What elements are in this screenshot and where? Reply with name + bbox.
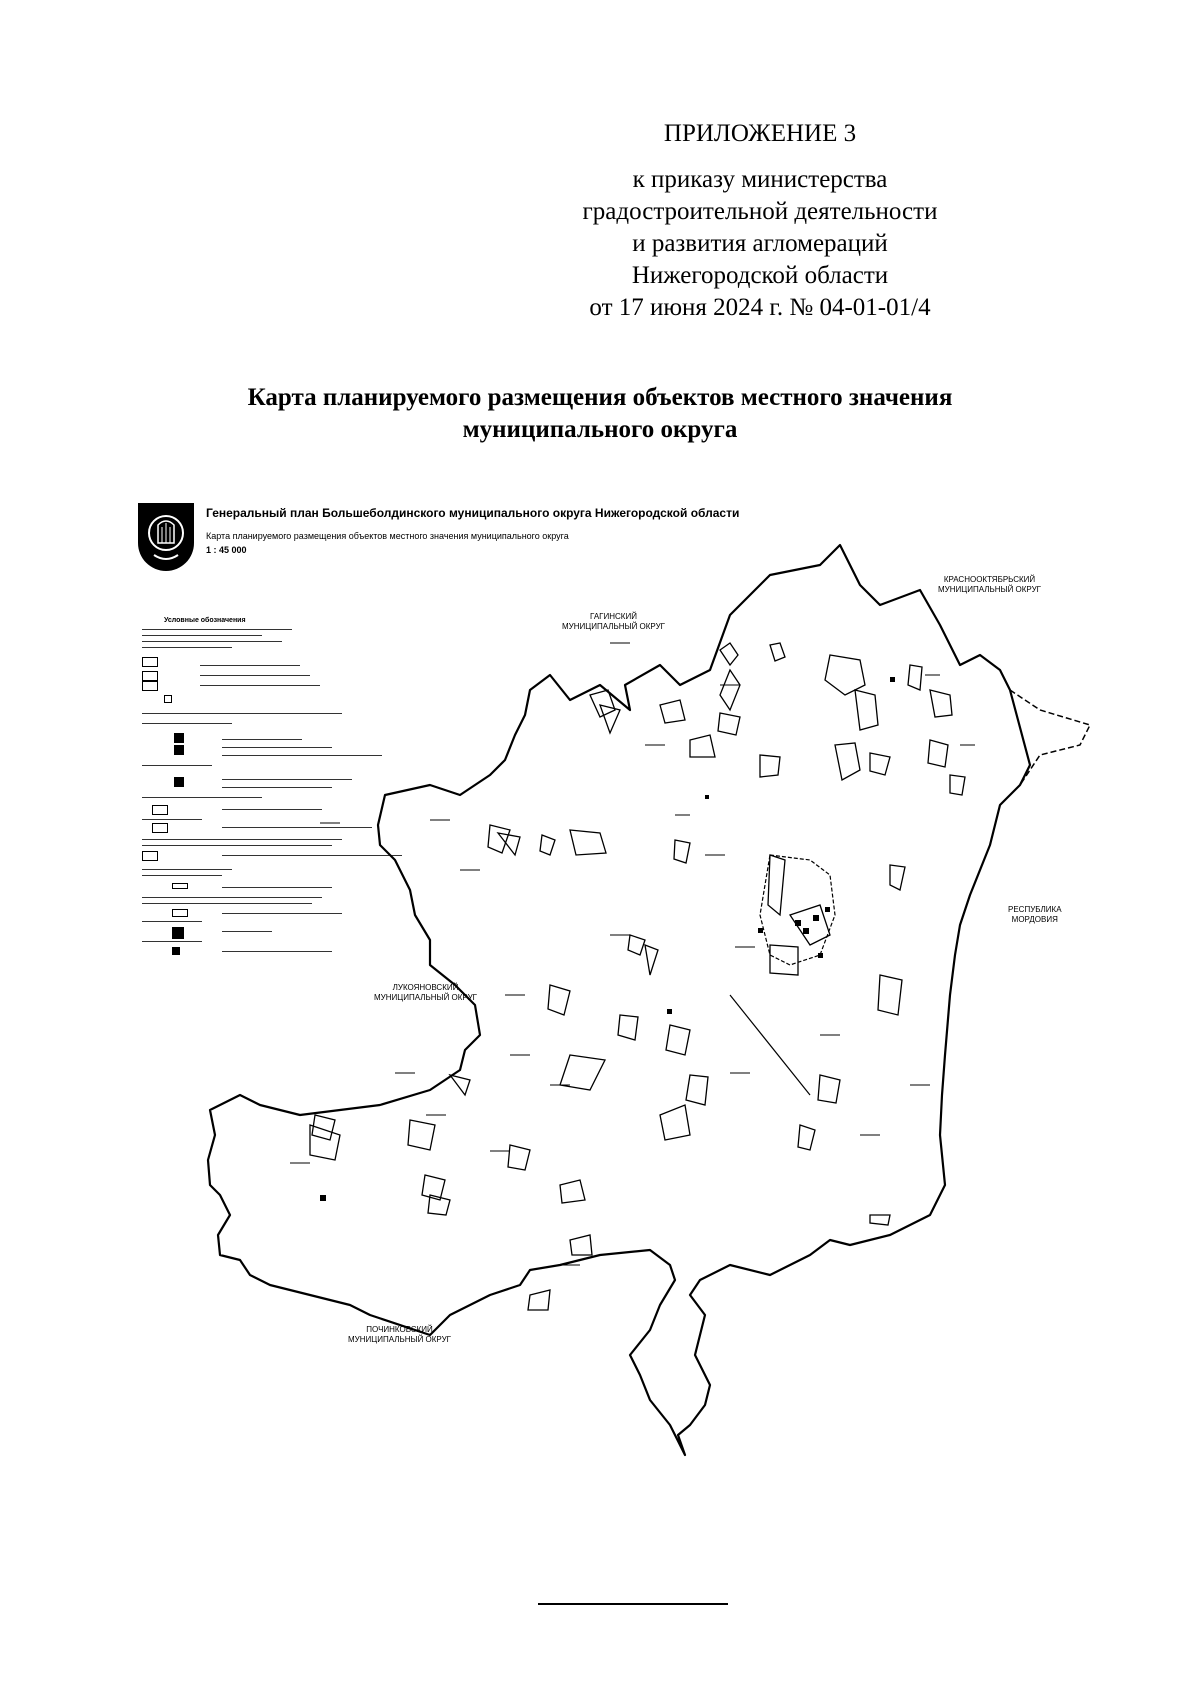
neighbor-label-krasnooktyabrsky: КРАСНООКТЯБРЬСКИЙ МУНИЦИПАЛЬНЫЙ ОКРУГ xyxy=(938,575,1041,594)
appendix-line: от 17 июня 2024 г. № 04-01-01/4 xyxy=(589,294,931,321)
settlement-labels xyxy=(290,643,975,1265)
appendix-line: градостроительной деятельности xyxy=(582,198,938,225)
appendix-line: Нижегородской области xyxy=(631,262,889,289)
district-map xyxy=(130,495,1110,1575)
appendix-block xyxy=(510,118,1010,324)
map-subtitle: Карта планируемого размещения объектов местного значения муниципального округа xyxy=(206,531,569,541)
neighbor-label-mordovia: РЕСПУБЛИКА МОРДОВИЯ xyxy=(1008,905,1062,924)
map-title: Генеральный план Большеболдинского муниципального округа Нижегородской области xyxy=(206,506,740,520)
footer-rule xyxy=(538,1603,728,1605)
road-line xyxy=(730,995,810,1095)
appendix-heading: ПРИЛОЖЕНИЕ 3 xyxy=(663,120,857,147)
document-title xyxy=(150,382,1050,446)
district-boundary xyxy=(208,545,1030,1455)
document-title-line: Карта планируемого размещения объектов местного значения xyxy=(247,384,953,411)
legend-title: Условные обозначения xyxy=(164,617,246,624)
planned-objects xyxy=(320,677,895,1201)
neighbor-label-pochinkovsky: ПОЧИНКОВСКИЙ МУНИЦИПАЛЬНЫЙ ОКРУГ xyxy=(348,1325,451,1344)
map-scale: 1 : 45 000 xyxy=(206,545,247,555)
neighbor-label-lukoyanovsky: ЛУКОЯНОВСКИЙ МУНИЦИПАЛЬНЫЙ ОКРУГ xyxy=(374,983,477,1002)
settlement-outlines xyxy=(310,643,965,1310)
document-title-line: муниципального округа xyxy=(462,416,738,443)
appendix-line: и развития агломераций xyxy=(632,230,888,257)
appendix-line: к приказу министерства xyxy=(632,166,888,193)
neighbor-label-gaginsky: ГАГИНСКИЙ МУНИЦИПАЛЬНЫЙ ОКРУГ xyxy=(562,612,665,631)
map-figure xyxy=(130,495,1110,1575)
